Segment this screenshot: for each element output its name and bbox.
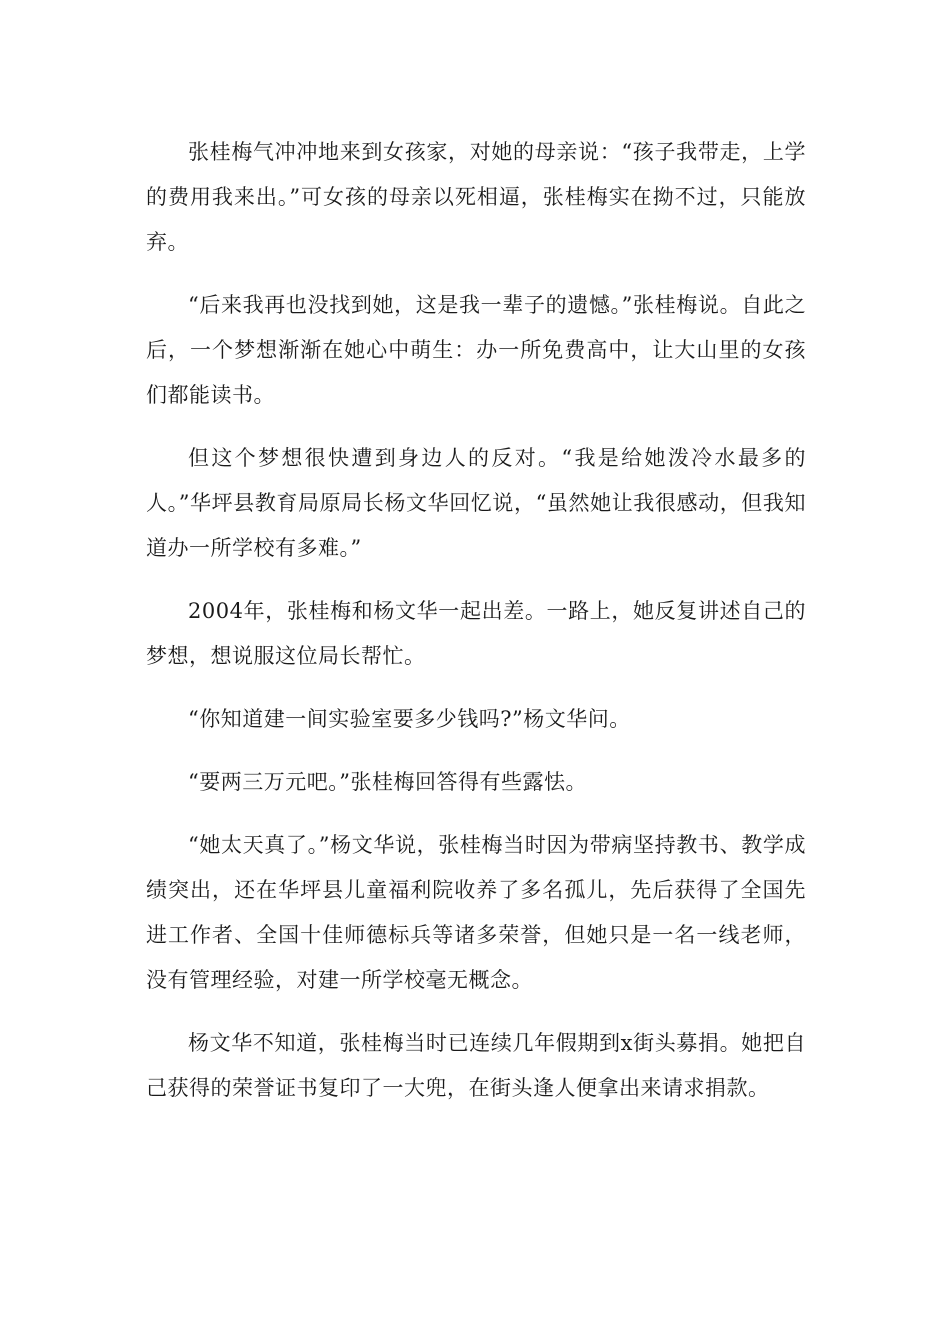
document-body (146, 130, 806, 1129)
paragraph: “她太天真了。”杨文华说，张桂梅当时因为带病坚持教书、教学成绩突出，还在华坪县儿童福利院收养了多名孤儿，先后获得了全国先进工作者、全国十佳师德标兵等诸多荣誉，但她只是一名一线老师，没有管理经验，对建一所学校毫无概念。 (146, 833, 806, 992)
paragraph: 2004年，张桂梅和杨文华一起出差。一路上，她反复讲述自己的梦想，想说服这位局长帮忙。 (146, 599, 806, 668)
paragraph: “后来我再也没找到她，这是我一辈子的遗憾。”张桂梅说。自此之后，一个梦想渐渐在她心中萌生：办一所免费高中，让大山里的女孩们都能读书。 (146, 293, 806, 407)
paragraph: “要两三万元吧。”张桂梅回答得有些露怯。 (188, 770, 587, 794)
paragraph: “你知道建一间实验室要多少钱吗?”杨文华问。 (188, 707, 631, 731)
paragraph: 杨文华不知道，张桂梅当时已连续几年假期到x街头募捐。她把自己获得的荣誉证书复印了一大兜，在街头逢人便拿出来请求捐款。 (146, 1031, 806, 1100)
paragraph: 张桂梅气冲冲地来到女孩家，对她的母亲说：“孩子我带走，上学的费用我来出。”可女孩的母亲以死相逼，张桂梅实在拗不过，只能放弃。 (146, 140, 806, 254)
paragraph: 但这个梦想很快遭到身边人的反对。“我是给她泼冷水最多的人。”华坪县教育局原局长杨文华回忆说，“虽然她让我很感动，但我知道办一所学校有多难。” (146, 446, 806, 560)
